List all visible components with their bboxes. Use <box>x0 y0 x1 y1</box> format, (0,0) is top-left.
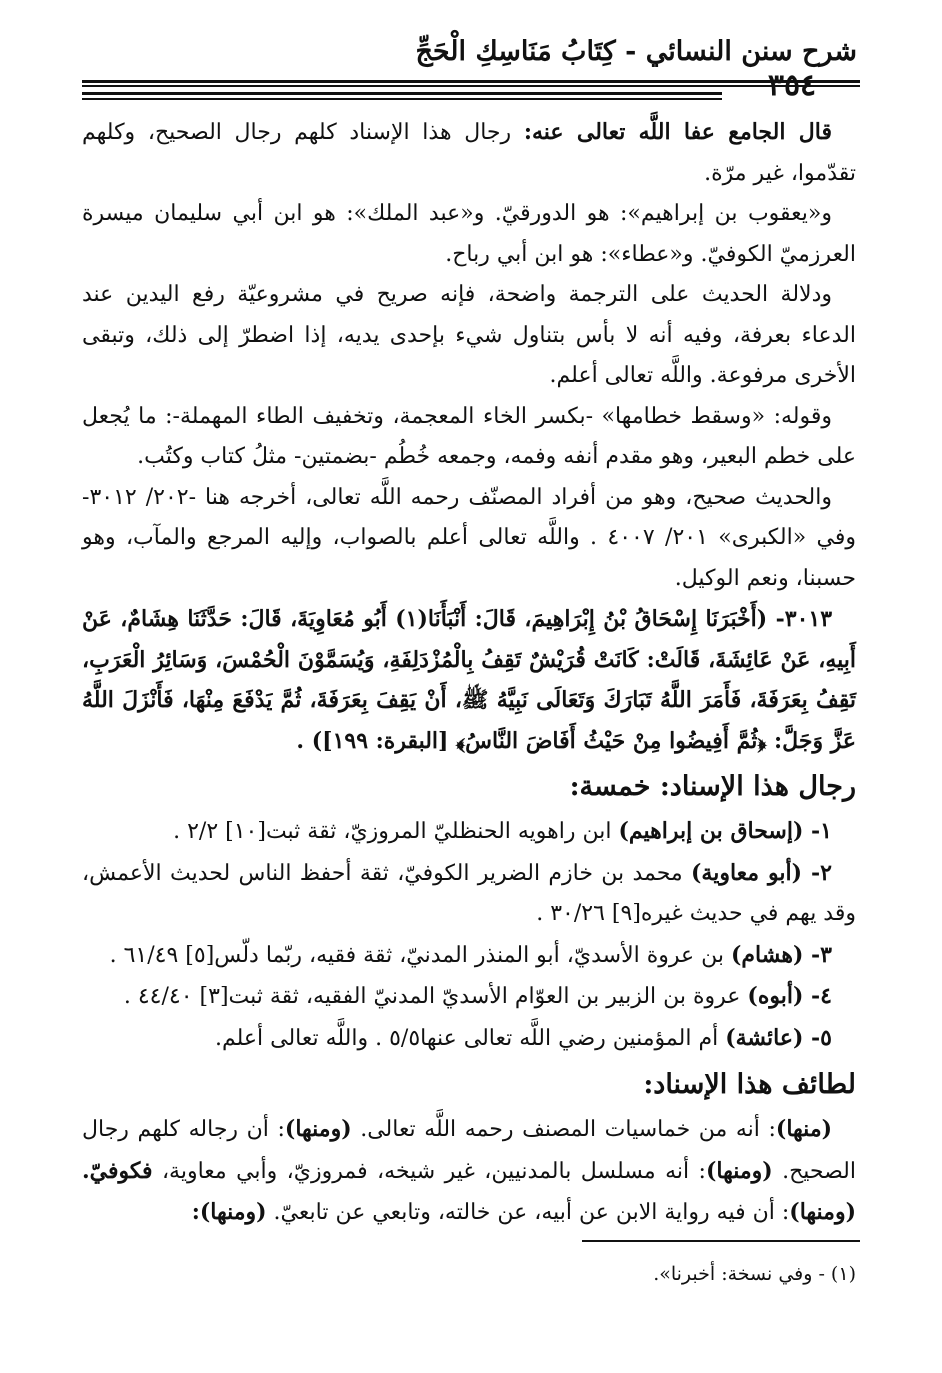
author-note-text: رجال هذا الإسناد كلهم رجال الصحيح، وكلهم تقدّموا، غير مرّة. <box>82 120 856 186</box>
section-heading-lataif: لطائف هذا الإسناد: <box>643 1069 856 1100</box>
narrator-description: ابن راهويه الحنظليّ المروزيّ، ثقة ثبت[١٠] ٢/٢ . <box>173 819 619 844</box>
footnote-separator <box>582 1240 860 1242</box>
narrator-description: بن عروة الأسديّ، أبو المنذر المدنيّ، ثقة فقيه، ربّما دلّس[٥] ٦١/٤٩ . <box>109 942 731 968</box>
header-rule-bottom <box>82 92 722 95</box>
author-note-label: قال الجامع عفا اللَّه تعالى عنه: <box>523 119 832 145</box>
main-text <box>82 112 856 1234</box>
narrator-list <box>82 811 856 1059</box>
running-header-title: شرح سنن النسائي - كِتَابُ مَنَاسِكِ الْحَجِّ <box>415 36 857 67</box>
narrator-name: ١- (إسحاق بن إبراهيم) <box>618 818 832 844</box>
lataif-text: : أن فيه رواية الابن عن أبيه، عن خالته، وتابعي عن تابعيّ. <box>266 1200 790 1225</box>
lataif-text: : أنه مسلسل بالمدنيين، غير شيخه، فمروزيّ، وأبي معاوية، <box>152 1158 706 1184</box>
header-rule-top <box>82 80 860 83</box>
narrator-description: عروة بن الزبير بن العوّام الأسديّ المدنيّ الفقيه، ثقة ثبت[٣] ٤٤/٤٠ . <box>123 984 748 1009</box>
paragraph-narrator-identification: و«يعقوب بن إبراهيم»: هو الدورقيّ. و«عبد الملك»: هو ابن أبي سليمان ميسرة العرزميّ الكوفيّ. و«عطاء»: هو ابن أبي رباح. <box>82 201 856 267</box>
section-heading-rijal: رجال هذا الإسناد: خمسة: <box>569 771 856 802</box>
lataif-text: : أن رجاله كلهم رجال الصحيح. <box>82 1117 856 1184</box>
list-item <box>82 811 856 853</box>
paragraph-takhrij: والحديث صحيح، وهو من أفراد المصنّف رحمه اللَّه تعالى، أخرجه هنا -٢٠٢/ ٣٠١٢- وفي «الكبرى» ٢٠١/ ٤٠٠٧ . واللَّه تعالى أعلم بالصواب، وإليه المرجع والمآب، وهو حسبنا، ونعم الوكيل. <box>82 484 857 591</box>
narrator-description: محمد بن خازم الضرير الكوفيّ، ثقة أحفظ الناس لحديث الأعمش، وقد يهم في حديث غيره[٩] ٣٠/٢٦ . <box>82 860 856 926</box>
list-item <box>82 853 856 935</box>
lataif-marker: (ومنها) <box>705 1157 773 1184</box>
lataif-marker: (منها) <box>775 1116 833 1142</box>
lataif-marker: (ومنها) <box>284 1116 352 1142</box>
list-item <box>82 976 856 1018</box>
narrator-description: أم المؤمنين رضي اللَّه تعالى عنها٥/٥ . واللَّه تعالى أعلم. <box>214 1025 726 1051</box>
narrator-name: ٣- (هشام) <box>731 941 832 968</box>
narrator-name: ٤- (أبوه) <box>747 983 832 1009</box>
list-item <box>82 1018 856 1060</box>
paragraph-word-explanation: وقوله: «وسقط خطامها» -بكسر الخاء المعجمة، وتخفيف الطاء المهملة-: ما يُجعل على خطم البعير، وهو مقدم أنفه وفمه، وجمعه خُطُم -بضمتين- مثلُ كتاب وكتُب. <box>82 403 856 469</box>
lataif-text: : أنه من خماسيات المصنف رحمه اللَّه تعالى. <box>351 1117 776 1142</box>
footnote: (١) - وفي نسخة: أخبرنا». <box>653 1263 856 1285</box>
paragraph-lataif <box>82 1109 856 1234</box>
hadith-text: ٣٠١٣- (أَخْبَرَنَا إِسْحَاقُ بْنُ إِبْرَاهِيمَ، قَالَ: أَنْبَأَنَا(١) أَبُو مُعَاوِيَةَ، قَالَ: حَدَّثَنَا هِشَامٌ، عَنْ أَبِيهِ، عَنْ عَائِشَةَ، قَالَتْ: كَانَتْ قُرَيْشٌ تَقِفُ بِالْمُزْدَلِفَةِ، وَيُسَمَّوْنَ الْحُمْسَ، وَسَائِرُ الْعَرَبِ، تَقِفُ بِعَرَفَةَ، فَأَمَرَ اللَّهُ تَبَارَكَ وَتَعَالَى نَبِيَّهُ ﷺ، أَنْ يَقِفَ بِعَرَفَةَ، ثُمَّ يَدْفَعَ مِنْهَا، فَأَنْزَلَ اللَّهُ عَزَّ وَجَلَّ: ﴿ثُمَّ أَفِيضُوا مِنْ حَيْثُ أَفَاضَ النَّاسُ﴾ [البقرة: ١٩٩]) . <box>82 606 856 754</box>
lataif-marker: (ومنها): <box>191 1199 267 1225</box>
narrator-name: ٥- (عائشة) <box>725 1024 832 1051</box>
paragraph-evidence: ودلالة الحديث على الترجمة واضحة، فإنه صريح في مشروعيّة رفع اليدين عند الدعاء بعرفة، وفيه أنه لا بأس بتناول شيء بإحدى يديه، إذا اضطرّ إلى ذلك، وتبقى الأخرى مرفوعة. واللَّه تعالى أعلم. <box>82 282 856 388</box>
lataif-marker: فكوفيّ. (ومنها) <box>82 1157 856 1225</box>
list-item <box>82 935 856 977</box>
paragraph-rijal-comment <box>82 112 856 194</box>
header-rule-top-thin <box>82 85 860 87</box>
header-rule-bottom-thin <box>82 98 722 100</box>
narrator-name: ٢- (أبو معاوية) <box>691 859 832 886</box>
